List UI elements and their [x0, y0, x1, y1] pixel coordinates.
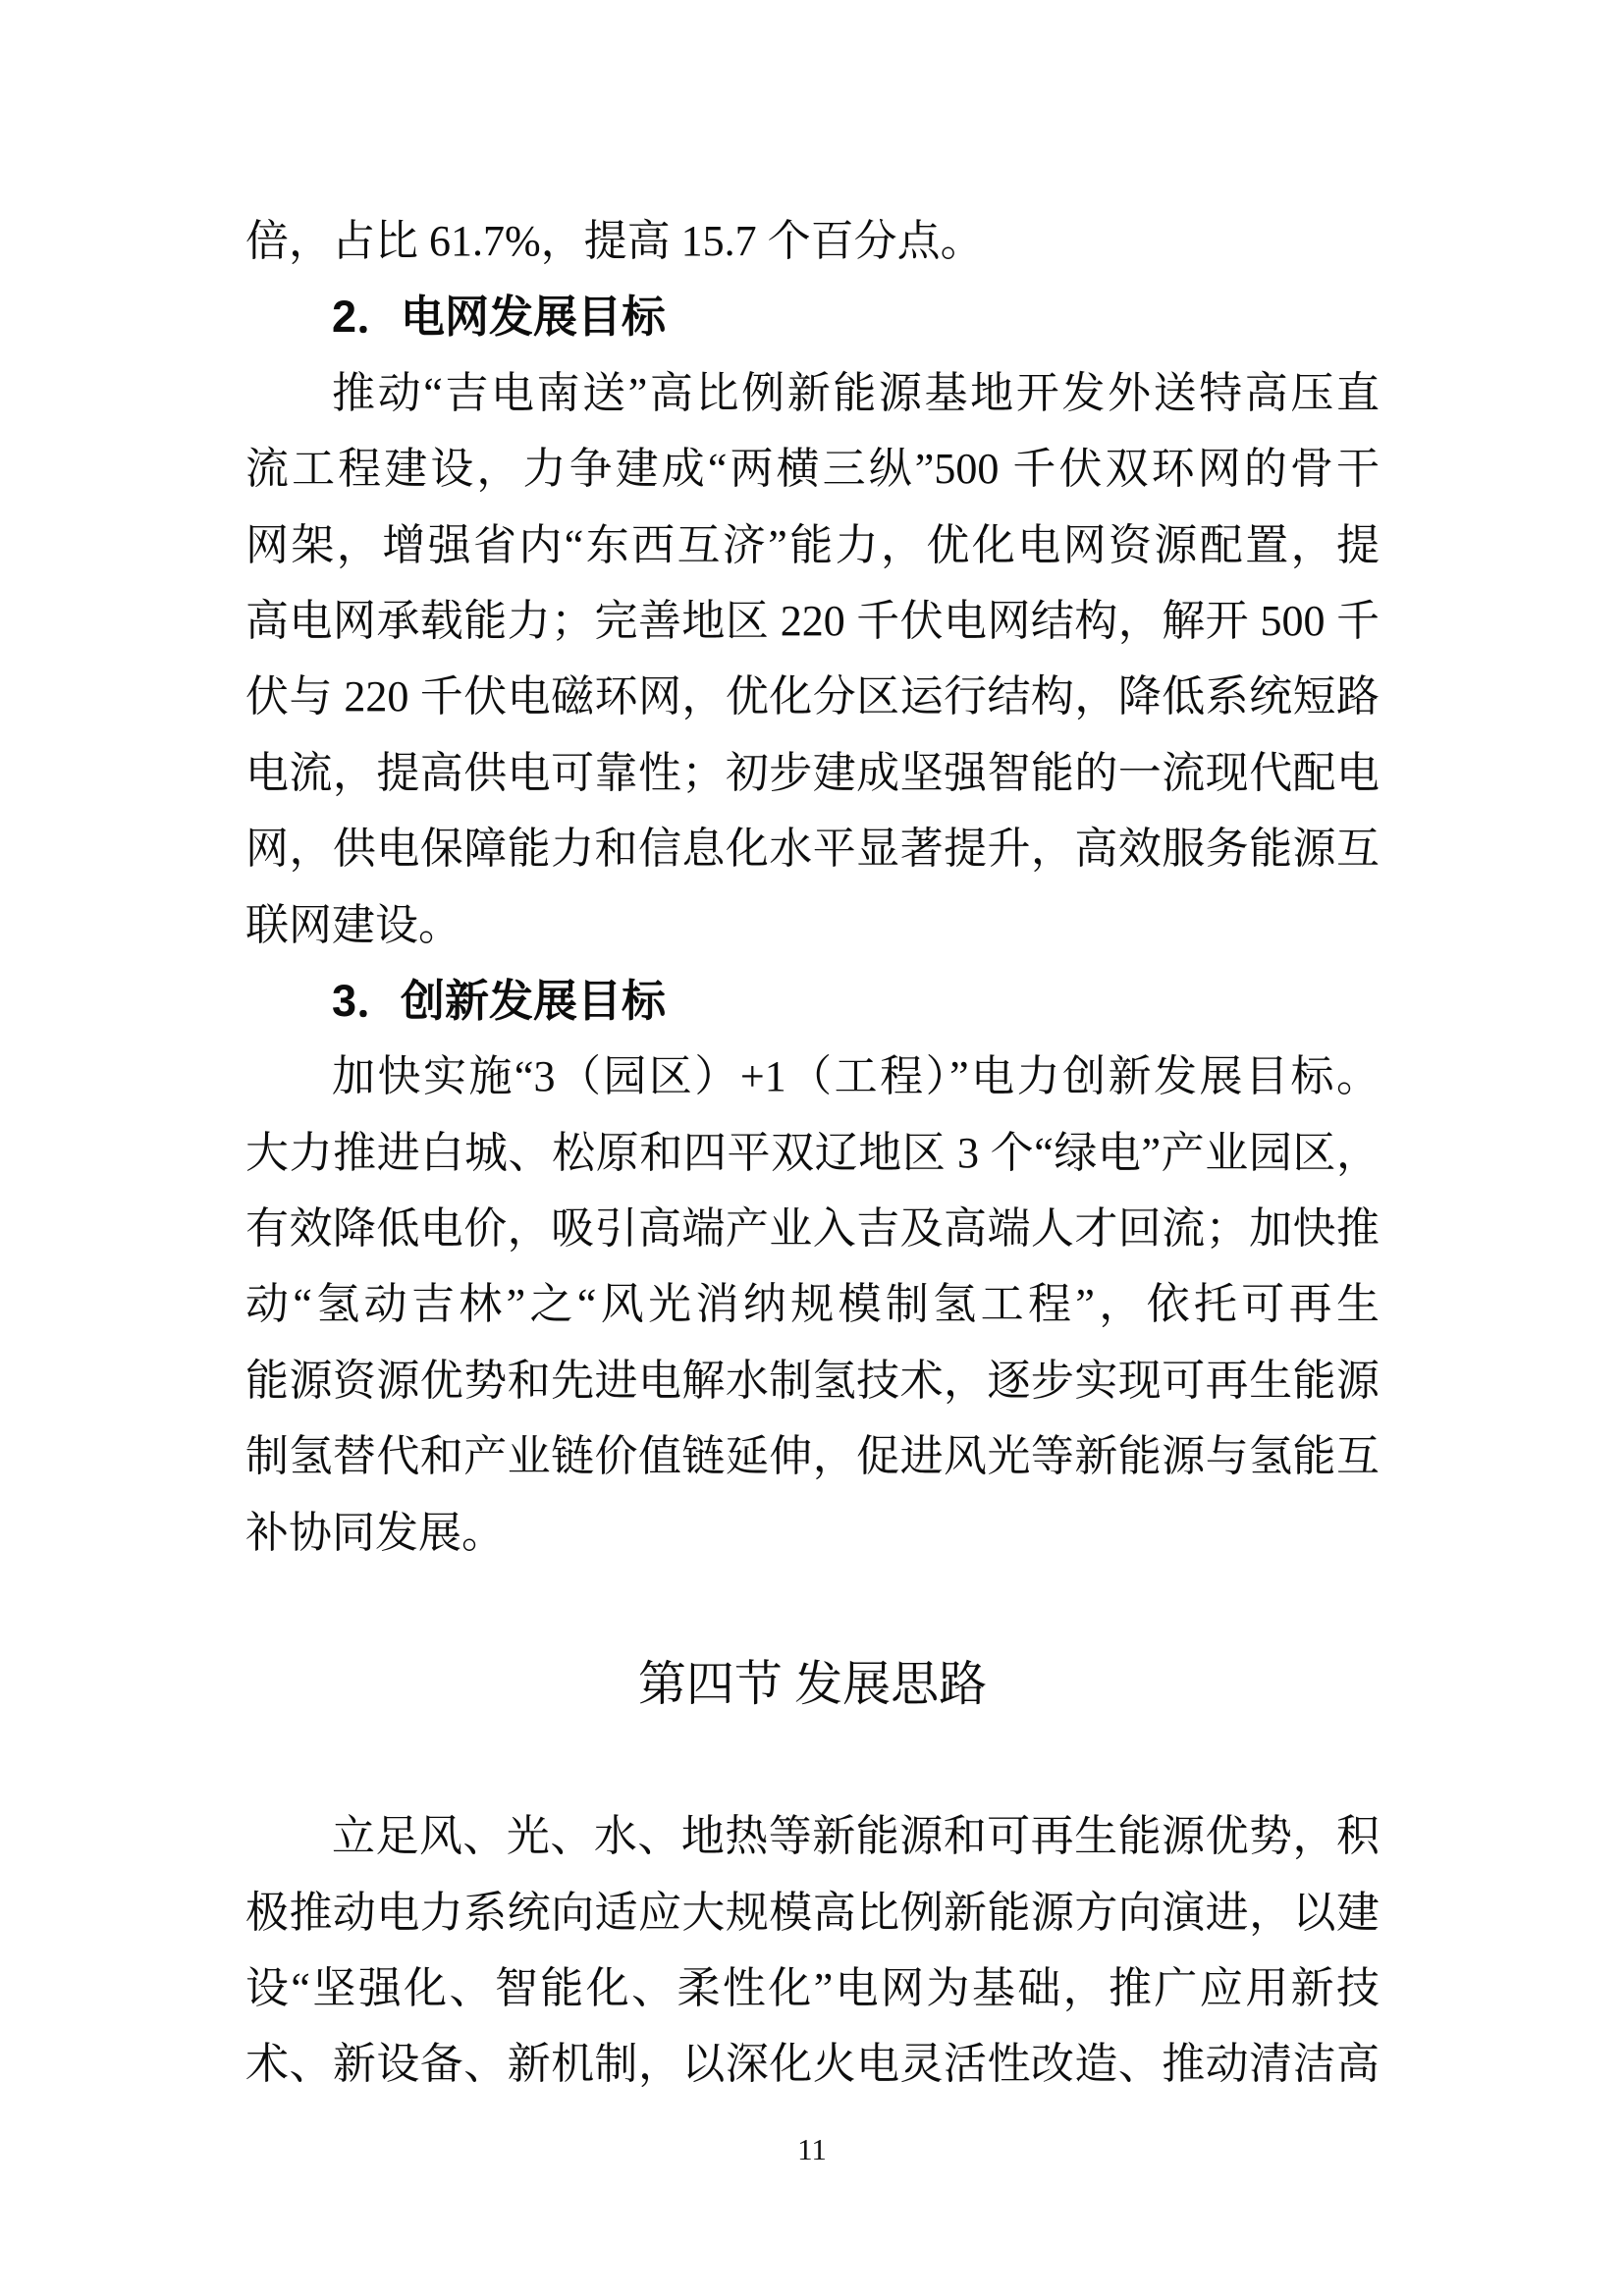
- text-line: 第四节 发展思路: [637, 1657, 988, 1712]
- text-line: 制氢替代和产业链价值链延伸，促进风光等新能源与氢能互: [245, 1432, 1380, 1481]
- text-line: 极推动电力系统向适应大规模高比例新能源方向演进，以建: [245, 1888, 1380, 1937]
- text-line: 网，供电保障能力和信息化水平显著提升，高效服务能源互: [245, 825, 1380, 874]
- text-line: 动“氢动吉林”之“风光消纳规模制氢工程”，依托可再生: [245, 1280, 1380, 1329]
- text-line: 2．电网发展目标: [332, 292, 667, 343]
- text-line: 电流，提高供电可靠性；初步建成坚强智能的一流现代配电: [245, 748, 1380, 797]
- text-line: 加快实施“3（园区）+1（工程）”电力创新发展目标。: [332, 1052, 1380, 1101]
- page-number: 11: [797, 2132, 827, 2166]
- text-line: 能源资源优势和先进电解水制氢技术，逐步实现可再生能源: [245, 1356, 1380, 1405]
- text-line: 补协同发展。: [245, 1508, 505, 1557]
- text-line: 流工程建设，力争建成“两横三纵”500 千伏双环网的骨干: [245, 445, 1380, 494]
- text-line: 3．创新发展目标: [332, 975, 667, 1026]
- text-line: 术、新设备、新机制，以深化火电灵活性改造、推动清洁高: [245, 2040, 1380, 2089]
- text-line: 推动“吉电南送”高比例新能源基地开发外送特高压直: [332, 368, 1380, 417]
- document-body: [245, 203, 1380, 2103]
- text-line: 立足风、光、水、地热等新能源和可再生能源优势，积: [332, 1812, 1380, 1861]
- text-line: 网架，增强省内“东西互济”能力，优化电网资源配置，提: [245, 520, 1380, 569]
- text-line: 设“坚强化、智能化、柔性化”电网为基础，推广应用新技: [245, 1963, 1380, 2012]
- text-line: 大力推进白城、松原和四平双辽地区 3 个“绿电”产业园区，: [245, 1128, 1380, 1177]
- text-line: 倍，占比 61.7%，提高 15.7 个百分点。: [245, 217, 984, 265]
- text-line: 高电网承载能力；完善地区 220 千伏电网结构，解开 500 千: [245, 596, 1380, 645]
- text-line: 有效降低电价，吸引高端产业入吉及高端人才回流；加快推: [245, 1204, 1380, 1254]
- text-line: 联网建设。: [245, 900, 461, 949]
- text-line: 伏与 220 千伏电磁环网，优化分区运行结构，降低系统短路: [245, 672, 1380, 721]
